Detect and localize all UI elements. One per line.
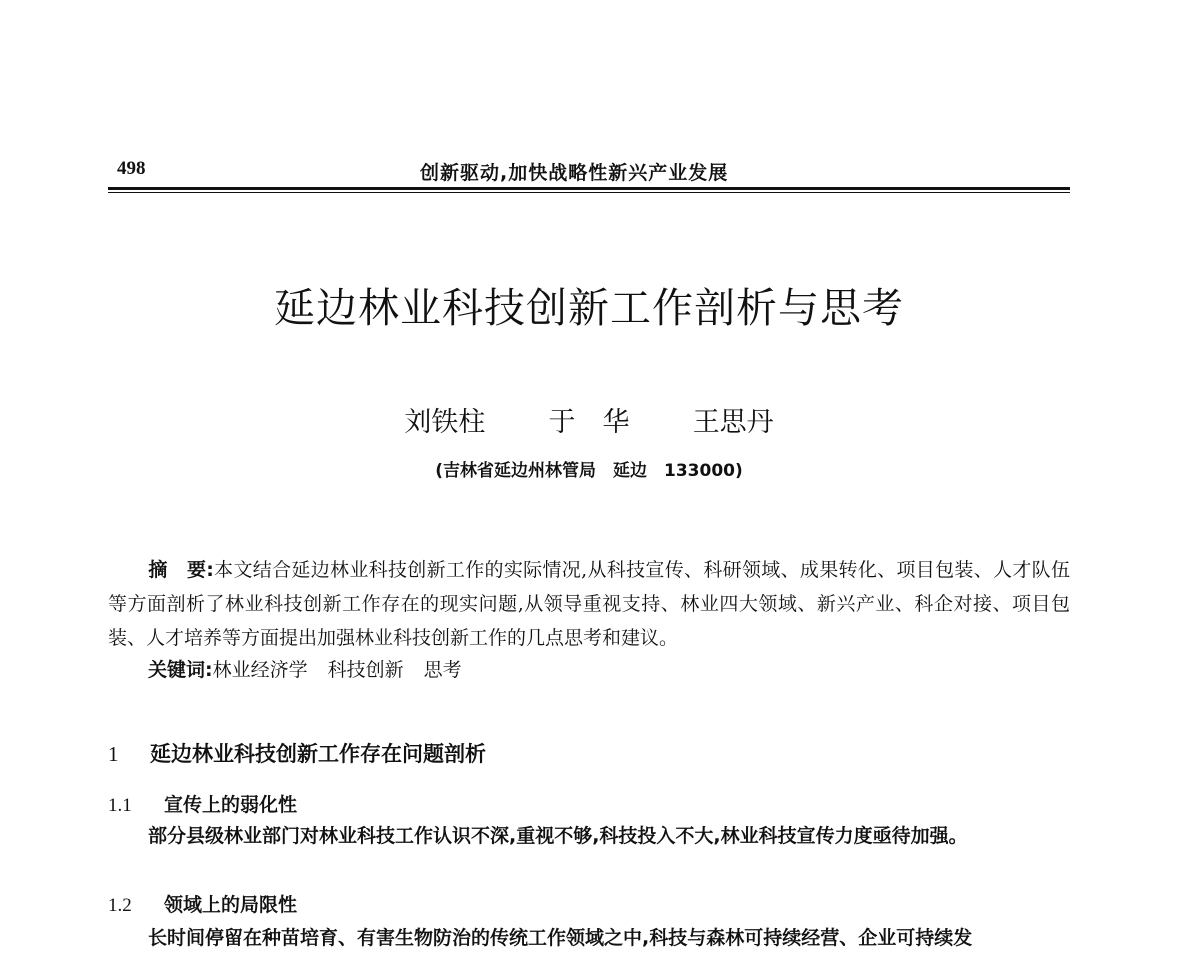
author-name: 于 华 <box>548 407 630 438</box>
abstract-label: 摘 要: <box>148 559 214 581</box>
article-title: 延边林业科技创新工作剖析与思考 <box>274 284 904 332</box>
subsection-heading <box>108 890 297 917</box>
keyword: 科技创新 <box>327 659 404 681</box>
subsection-number: 1.2 <box>108 895 132 916</box>
running-header: 创新驱动,加快战略性新兴产业发展 <box>420 162 729 184</box>
header-rule-thin <box>108 192 1070 193</box>
keyword: 林业经济学 <box>212 659 308 681</box>
keywords <box>148 655 482 682</box>
keyword: 思考 <box>423 659 462 681</box>
page-number: 498 <box>117 158 146 179</box>
paragraph-text: 长时间停留在种苗培育、有害生物防治的传统工作领域之中,科技与森林可持续经营、企业可持续发 <box>148 927 973 949</box>
body-paragraph <box>108 922 1070 954</box>
author-name: 刘铁柱 <box>404 407 486 438</box>
paragraph-text: 部分县级林业部门对林业科技工作认识不深,重视不够,科技投入不大,林业科技宣传力度亟待加强。 <box>148 825 968 847</box>
author-list <box>0 400 1178 439</box>
subsection-title: 领域上的局限性 <box>164 894 298 916</box>
abstract <box>108 553 1070 655</box>
subsection-heading <box>108 790 297 817</box>
section-heading <box>108 738 486 768</box>
section-number: 1 <box>108 742 119 766</box>
subsection-title: 宣传上的弱化性 <box>164 794 298 816</box>
section-title: 延边林业科技创新工作存在问题剖析 <box>150 742 486 766</box>
affiliation: (吉林省延边州林管局 延边 133000) <box>435 461 743 481</box>
subsection-number: 1.1 <box>108 795 132 816</box>
body-paragraph <box>108 820 1070 852</box>
abstract-text: 本文结合延边林业科技创新工作的实际情况,从科技宣传、科研领域、成果转化、项目包装、人才队伍等方面剖析了林业科技创新工作存在的现实问题,从领导重视支持、林业四大领域、新兴产业、科企对接、项目包装、人才培养等方面提出加强林业科技创新工作的几点思考和建议。 <box>108 559 1070 649</box>
header-rule-thick <box>108 187 1070 190</box>
author-name: 王思丹 <box>692 407 774 438</box>
keywords-label: 关键词: <box>148 659 213 681</box>
